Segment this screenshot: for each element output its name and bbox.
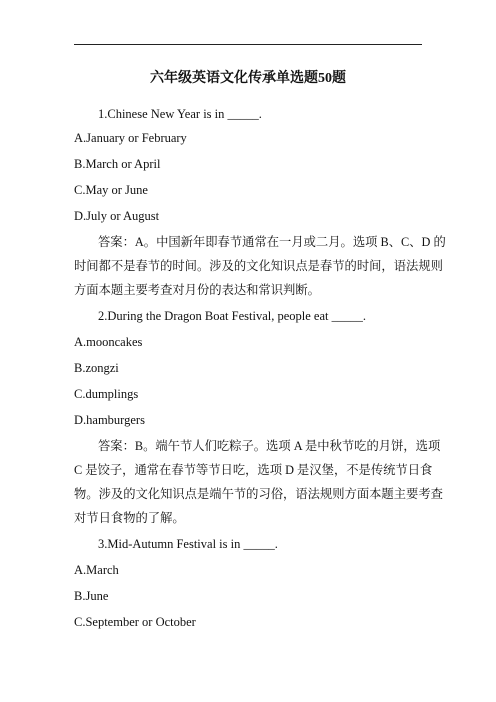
- q2-answer-line-4: 对节日食物的了解。: [74, 511, 185, 525]
- q1-option-d: D.July or August: [74, 209, 160, 223]
- q2-option-a: A.mooncakes: [74, 335, 143, 349]
- q3-option-a: A.March: [74, 563, 119, 577]
- question-1: 1.Chinese New Year is in _____.: [98, 107, 262, 121]
- q3-option-b: B.June: [74, 589, 109, 603]
- q2-answer-line-1: 答案：B。端午节人们吃粽子。选项 A 是中秋节吃的月饼，选项: [98, 439, 441, 453]
- q2-option-d: D.hamburgers: [74, 413, 145, 427]
- q3-option-c: C.September or October: [74, 615, 196, 629]
- header-rule: [74, 44, 422, 45]
- q1-answer-line-3: 方面本题主要考查对月份的表达和常识判断。: [74, 283, 320, 297]
- q1-option-c: C.May or June: [74, 183, 148, 197]
- q2-answer-line-2: C 是饺子，通常在春节等节日吃，选项 D 是汉堡，不是传统节日食: [74, 463, 433, 477]
- q2-option-c: C.dumplings: [74, 387, 139, 401]
- q1-answer-line-2: 时间都不是春节的时间。涉及的文化知识点是春节的时间，语法规则: [74, 259, 443, 273]
- question-3: 3.Mid-Autumn Festival is in _____.: [98, 537, 278, 551]
- question-2: 2.During the Dragon Boat Festival, people eat _____.: [98, 309, 366, 323]
- q2-option-b: B.zongzi: [74, 361, 119, 375]
- q1-option-b: B.March or April: [74, 157, 161, 171]
- q1-answer-line-1: 答案：A。中国新年即春节通常在一月或二月。选项 B、C、D 的: [98, 235, 446, 249]
- q2-answer-line-3: 物。涉及的文化知识点是端午节的习俗，语法规则方面本题主要考查: [74, 487, 443, 501]
- page-title: 六年级英语文化传承单选题50题: [150, 71, 346, 86]
- q1-option-a: A.January or February: [74, 131, 187, 145]
